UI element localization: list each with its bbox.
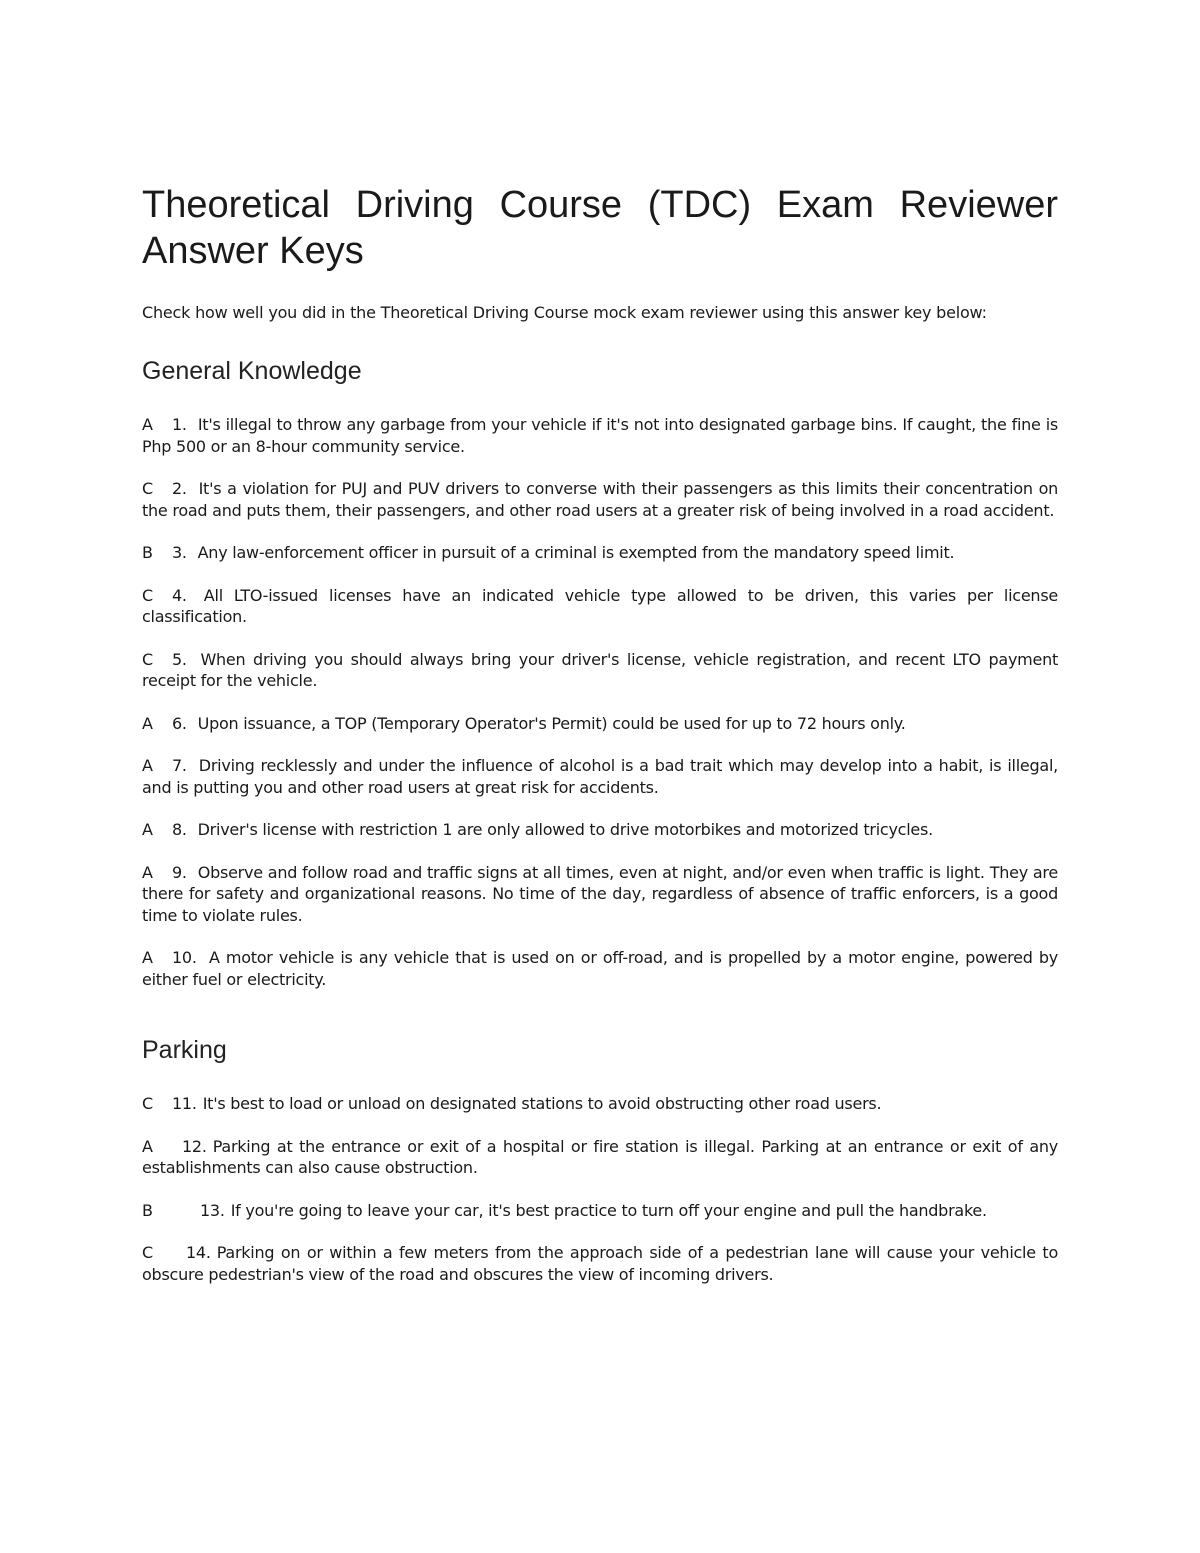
answer-explanation: If you're going to leave your car, it's best practice to turn off your engine and pull the handbrake. bbox=[230, 1200, 987, 1220]
answer-explanation: It's best to load or unload on designated stations to avoid obstructing other road users. bbox=[202, 1094, 882, 1113]
answer-letter: C bbox=[142, 479, 153, 498]
answer-explanation: It's illegal to throw any garbage from your vehicle if it's not into designated garbage bins. If caught, the fine is Php 500 or an 8-hour community service. bbox=[142, 415, 1058, 456]
answer-item bbox=[142, 585, 1058, 628]
answer-explanation: Parking on or within a few meters from the approach side of a pedestrian lane will cause your vehicle to obscure pedestrian's view of the road and obscures the view of incoming drivers. bbox=[142, 1243, 1058, 1284]
answer-item bbox=[142, 478, 1058, 521]
answer-item bbox=[142, 649, 1058, 692]
question-number: 2. bbox=[172, 479, 187, 498]
answer-item bbox=[142, 755, 1058, 798]
section-heading-general-knowledge: General Knowledge bbox=[142, 357, 362, 385]
answer-letter: C bbox=[142, 1094, 153, 1113]
answer-item bbox=[142, 862, 1058, 927]
answer-item bbox=[142, 1093, 1058, 1115]
question-number: 1. bbox=[172, 415, 187, 434]
answer-letter: A bbox=[142, 862, 153, 882]
question-number: 8. bbox=[172, 820, 187, 839]
question-number: 6. bbox=[172, 713, 187, 733]
answer-letter: B bbox=[142, 1200, 153, 1220]
answer-item bbox=[142, 1242, 1058, 1285]
question-number: 5. bbox=[172, 649, 187, 669]
question-number: 9. bbox=[172, 862, 187, 882]
answer-letter: A bbox=[142, 415, 153, 434]
document-page bbox=[142, 182, 1058, 1306]
answer-letter: C bbox=[142, 649, 153, 669]
answer-item bbox=[142, 542, 1058, 564]
answer-item bbox=[142, 1200, 1058, 1222]
answer-explanation: Driver's license with restriction 1 are only allowed to drive motorbikes and motorized tricycles. bbox=[197, 820, 933, 839]
intro-paragraph: Check how well you did in the Theoretical Driving Course mock exam reviewer using this answer key below: bbox=[142, 303, 987, 322]
answer-explanation: Observe and follow road and traffic signs at all times, even at night, and/or even when traffic is light. They are there for safety and organizational reasons. No time of the day, regardless of absence of traffic enforcers, is a good time to violate rules. bbox=[142, 862, 1059, 925]
answer-explanation: Driving recklessly and under the influence of alcohol is a bad trait which may develop into a habit, is illegal, and is putting you and other road users at great risk for accidents. bbox=[142, 756, 1058, 797]
question-number: 7. bbox=[172, 756, 187, 775]
answer-item bbox=[142, 713, 1058, 735]
section-heading-parking: Parking bbox=[142, 1036, 227, 1064]
answer-letter: C bbox=[142, 1243, 153, 1262]
answer-explanation: It's a violation for PUJ and PUV drivers to converse with their passengers as this limits their concentration on the road and puts them, their passengers, and other road users at a greater risk of being involved in a road accident. bbox=[142, 479, 1059, 520]
answer-letter: A bbox=[142, 1136, 153, 1156]
answer-explanation: All LTO-issued licenses have an indicated vehicle type allowed to be driven, this varies per license classification. bbox=[142, 585, 1058, 626]
answer-letter: B bbox=[142, 543, 153, 562]
question-number: 11. bbox=[172, 1094, 197, 1113]
question-number: 14. bbox=[186, 1243, 211, 1262]
parking-answer-list bbox=[142, 1093, 1058, 1285]
answer-letter: A bbox=[142, 713, 153, 733]
answer-item bbox=[142, 1136, 1058, 1179]
question-number: 12. bbox=[182, 1136, 207, 1156]
question-number: 4. bbox=[172, 585, 187, 605]
answer-letter: A bbox=[142, 756, 153, 775]
answer-explanation: Upon issuance, a TOP (Temporary Operator's Permit) could be used for up to 72 hours only. bbox=[197, 713, 906, 733]
question-number: 3. bbox=[172, 543, 187, 562]
question-number: 10. bbox=[172, 948, 197, 967]
document-title: Theoretical Driving Course (TDC) Exam Reviewer Answer Keys bbox=[142, 184, 1058, 272]
answer-item bbox=[142, 414, 1058, 457]
answer-explanation: Parking at the entrance or exit of a hospital or fire station is illegal. Parking at an entrance or exit of any establishments can also cause obstruction. bbox=[142, 1136, 1058, 1177]
answer-explanation: A motor vehicle is any vehicle that is used on or off-road, and is propelled by a motor engine, powered by either fuel or electricity. bbox=[142, 948, 1058, 989]
question-number: 13. bbox=[200, 1200, 225, 1220]
answer-item bbox=[142, 947, 1058, 990]
answer-letter: C bbox=[142, 585, 153, 605]
answer-letter: A bbox=[142, 948, 153, 967]
answer-explanation: When driving you should always bring your driver's license, vehicle registration, and recent LTO payment receipt for the vehicle. bbox=[142, 649, 1059, 690]
answer-item bbox=[142, 819, 1058, 841]
answer-explanation: Any law-enforcement officer in pursuit of a criminal is exempted from the mandatory speed limit. bbox=[197, 543, 955, 562]
general-knowledge-answer-list bbox=[142, 414, 1058, 990]
answer-letter: A bbox=[142, 820, 153, 839]
